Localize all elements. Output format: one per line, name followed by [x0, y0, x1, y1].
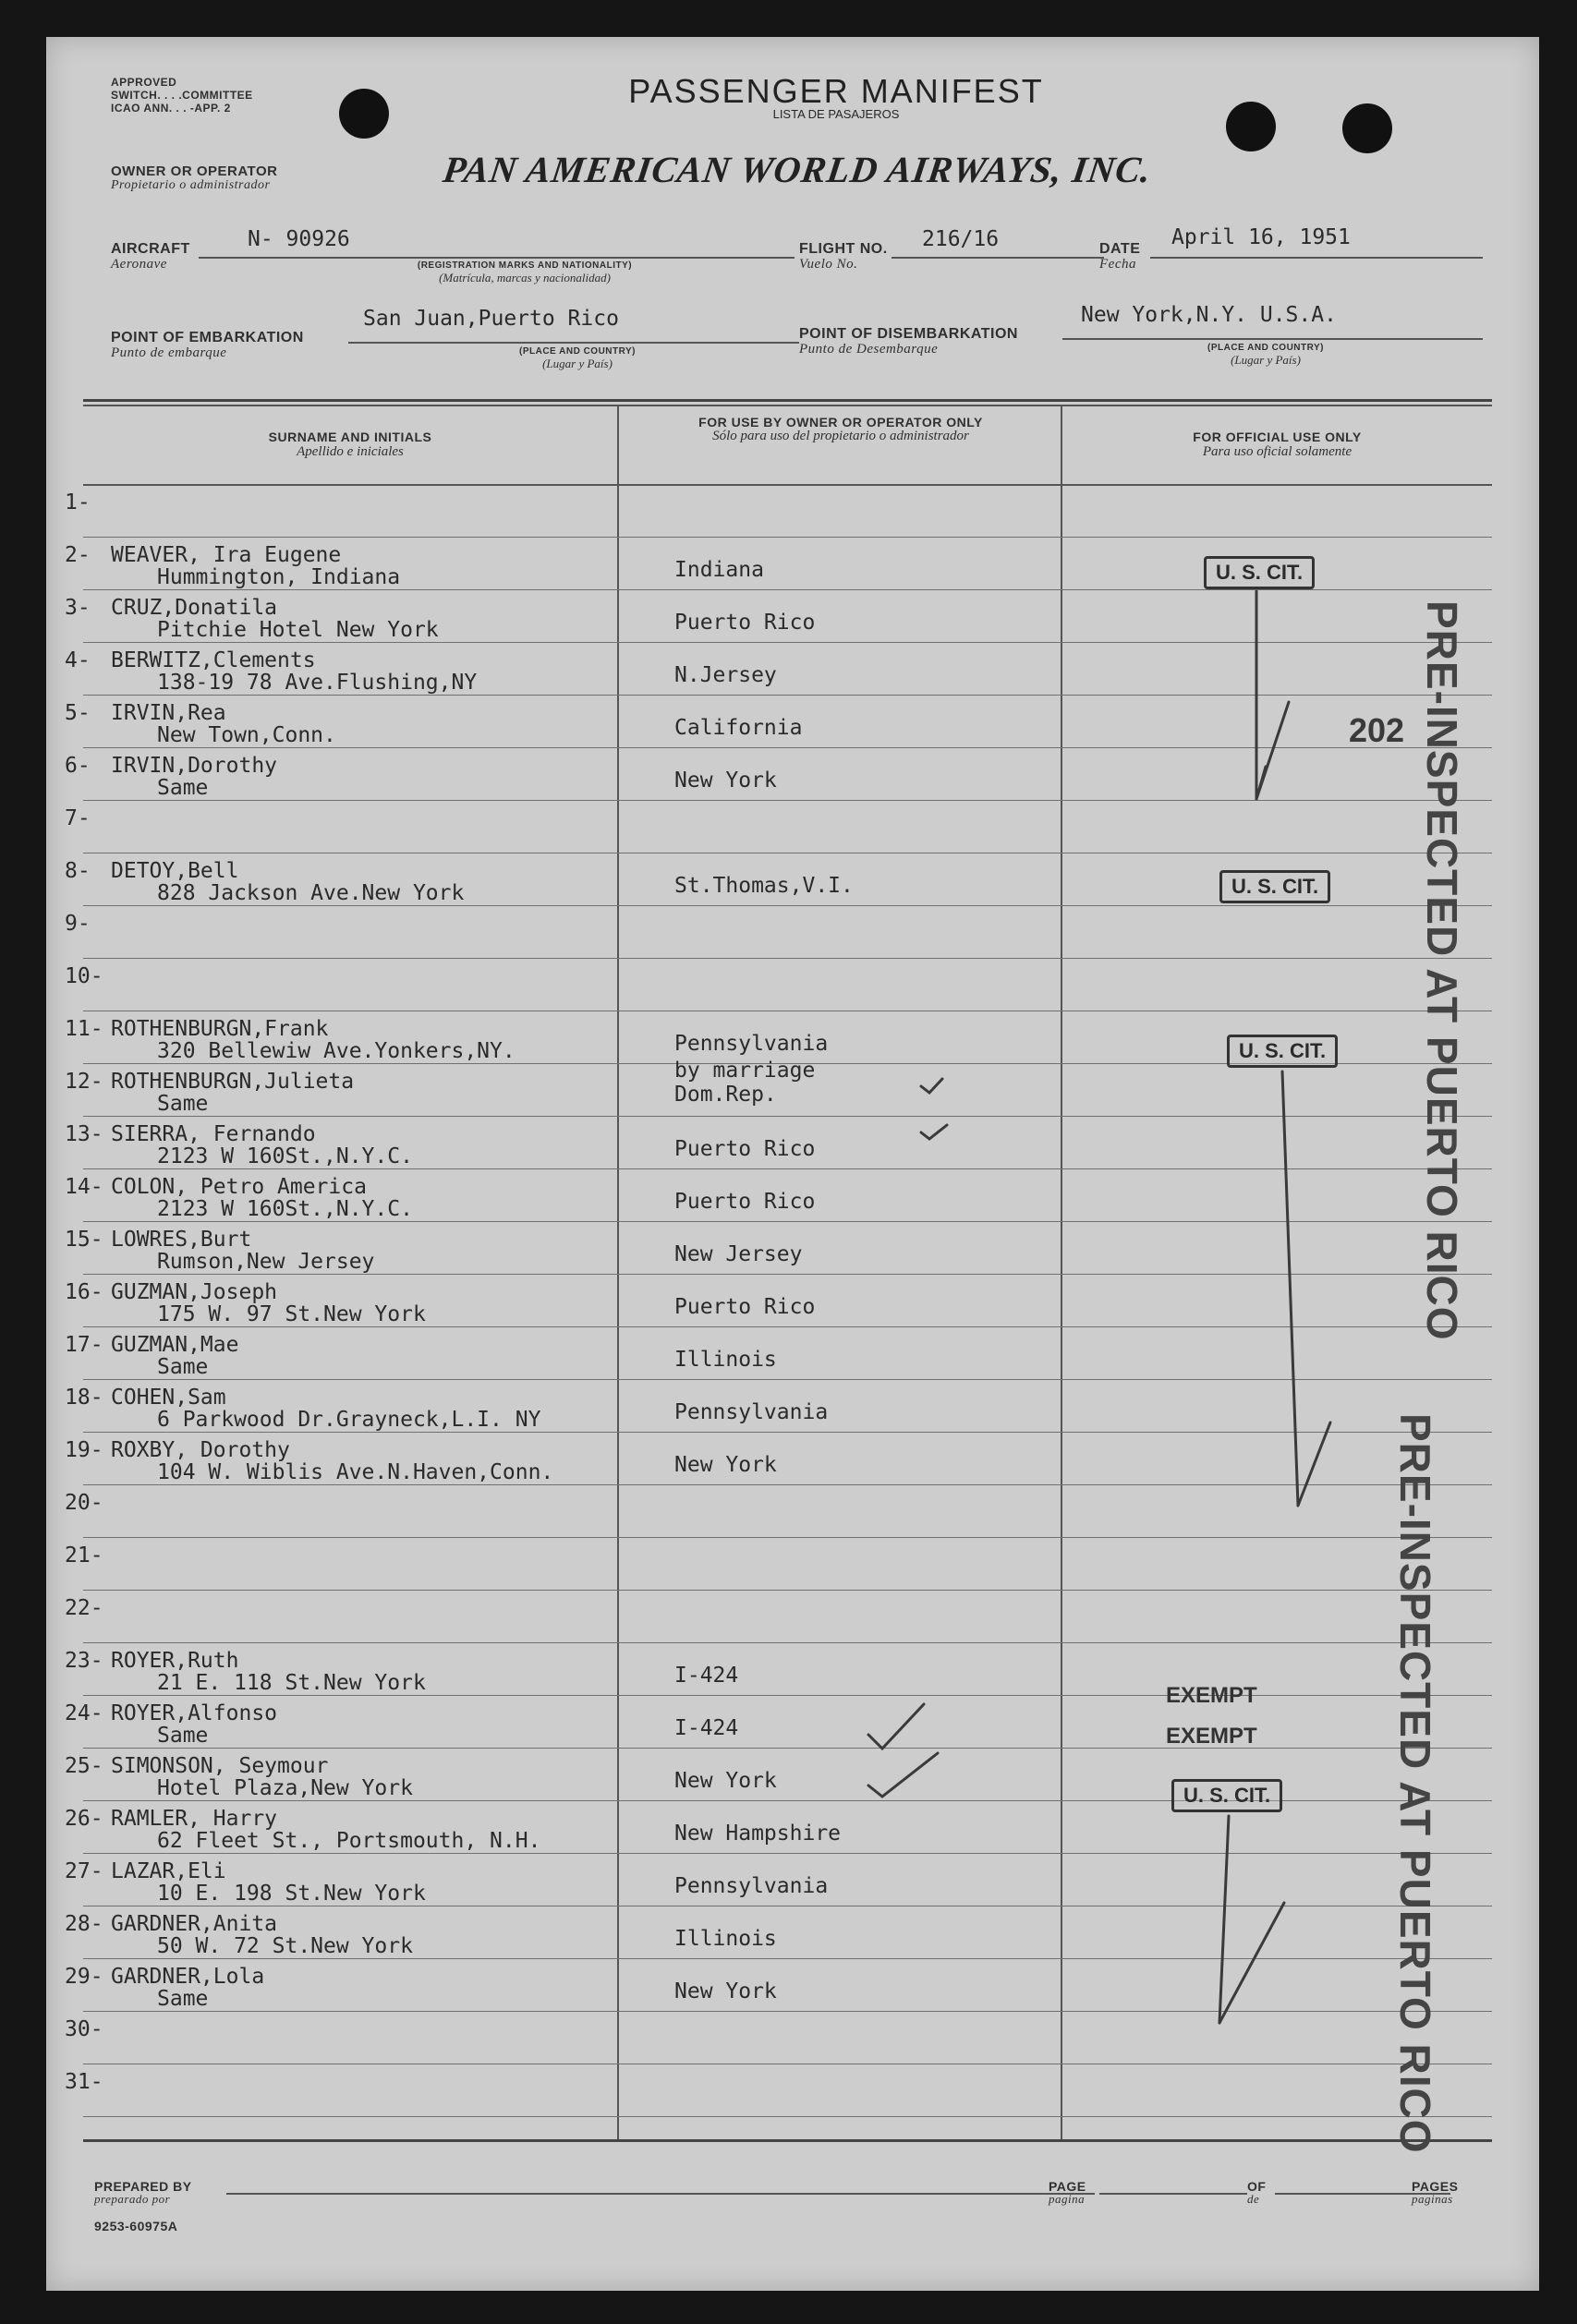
col3-label: FOR OFFICIAL USE ONLY: [1193, 430, 1362, 444]
passenger-name: ROYER,Alfonso: [111, 1701, 278, 1725]
operator-entry: Puerto Rico: [674, 1137, 816, 1161]
operator-entry: Puerto Rico: [674, 1190, 816, 1214]
passenger-address: 21 E. 118 St.New York: [157, 1671, 426, 1695]
passenger-address: 10 E. 198 St.New York: [157, 1882, 426, 1906]
aircraft-label-es: Aeronave: [111, 257, 167, 272]
place-caption-es: (Lugar y País): [542, 357, 613, 370]
operator-entry: New York: [674, 1769, 777, 1793]
passenger-address: 2123 W 160St.,N.Y.C.: [157, 1144, 413, 1168]
prepared-by-block: [94, 2180, 192, 2206]
passenger-name: CRUZ,Donatila: [111, 596, 278, 620]
airline-name: PAN AMERICAN WORLD AIRWAYS, INC.: [440, 149, 1155, 190]
passenger-address: 50 W. 72 St.New York: [157, 1934, 413, 1958]
flight-label-es: Vuelo No.: [799, 257, 858, 272]
operator-entry: by marriage Dom.Rep.: [674, 1059, 816, 1107]
us-cit-stamp: U. S. CIT.: [1219, 870, 1330, 903]
embark-label: POINT OF EMBARKATION: [111, 330, 304, 345]
row-number: 8-: [65, 859, 91, 883]
operator-entry: New Jersey: [674, 1242, 803, 1266]
row-number: 15-: [65, 1228, 103, 1252]
row-number: 5-: [65, 701, 91, 725]
check-mark: [868, 1704, 924, 1749]
page-title: PASSENGER MANIFEST: [628, 72, 1044, 110]
row-number: 26-: [65, 1807, 103, 1831]
embark-value: San Juan,Puerto Rico: [363, 307, 619, 331]
operator-entry: St.Thomas,V.I.: [674, 874, 854, 898]
passenger-name: LAZAR,Eli: [111, 1859, 226, 1883]
us-cit-stamp: U. S. CIT.: [1227, 1035, 1338, 1068]
prepared-by-label-es: preparado por: [94, 2192, 171, 2206]
row-number: 11-: [65, 1017, 103, 1041]
row-number: 17-: [65, 1333, 103, 1357]
row-number: 1-: [65, 490, 91, 514]
passenger-address: 62 Fleet St., Portsmouth, N.H.: [157, 1829, 541, 1853]
operator-entry: Pennsylvania: [674, 1400, 829, 1424]
exempt-mark: EXEMPT: [1166, 1683, 1257, 1708]
of-label-block: [1247, 2180, 1266, 2206]
page-label-es: pagina: [1049, 2192, 1086, 2206]
operator-entry: I-424: [674, 1664, 739, 1688]
row-number: 16-: [65, 1280, 103, 1304]
reg-caption-es: (Matrícula, marcas y nacionalidad): [439, 271, 611, 284]
row-number: 7-: [65, 806, 91, 830]
row-number: 23-: [65, 1649, 103, 1673]
row-number: 24-: [65, 1701, 103, 1725]
row-number: 18-: [65, 1386, 103, 1410]
operator-entry: I-424: [674, 1716, 739, 1740]
row-number: 22-: [65, 1596, 103, 1620]
row-number: 14-: [65, 1175, 103, 1199]
passenger-name: ROTHENBURGN,Julieta: [111, 1070, 355, 1094]
pages-label-block: [1412, 2180, 1458, 2206]
operator-entry: N.Jersey: [674, 663, 777, 687]
row-number: 3-: [65, 596, 91, 620]
row-number: 27-: [65, 1859, 103, 1883]
disembark-label: POINT OF DISEMBARKATION: [799, 326, 1018, 342]
operator-entry: Indiana: [674, 558, 764, 582]
passenger-address: Same: [157, 776, 209, 800]
form-code: 9253-60975A: [94, 2219, 178, 2233]
pen-stroke: [1282, 1071, 1298, 1506]
place-caption: (PLACE AND COUNTRY): [519, 346, 636, 357]
of-label-es: de: [1247, 2192, 1260, 2206]
operator-entry: New York: [674, 769, 777, 793]
passenger-address: 138-19 78 Ave.Flushing,NY: [157, 671, 478, 695]
page-label-block: [1049, 2180, 1086, 2206]
us-cit-stamp: U. S. CIT.: [1171, 1779, 1282, 1812]
passenger-name: GARDNER,Lola: [111, 1965, 265, 1989]
pen-stroke: [1256, 702, 1289, 799]
pen-annotations: [46, 37, 1539, 2291]
operator-entry: Pennsylvania: [674, 1032, 829, 1056]
row-number: 6-: [65, 754, 91, 778]
passenger-address: 104 W. Wiblis Ave.N.Haven,Conn.: [157, 1460, 554, 1484]
embark-label-es: Punto de embarque: [111, 345, 227, 360]
passenger-name: LOWRES,Burt: [111, 1228, 252, 1252]
passenger-address: 2123 W 160St.,N.Y.C.: [157, 1197, 413, 1221]
col3-label-es: Para uso oficial solamente: [1202, 444, 1353, 459]
aircraft-label: AIRCRAFT: [111, 241, 190, 257]
page-line: [1099, 2193, 1247, 2195]
pre-inspected-stamp: PRE-INSPECTED AT PUERTO RICO: [1418, 600, 1466, 1341]
passenger-address: 175 W. 97 St.New York: [157, 1302, 426, 1326]
row-number: 29-: [65, 1965, 103, 1989]
passenger-name: COHEN,Sam: [111, 1386, 226, 1410]
page-title-es: LISTA DE PASAJEROS: [772, 107, 900, 121]
row-number: 12-: [65, 1070, 103, 1094]
passenger-address: 828 Jackson Ave.New York: [157, 881, 465, 905]
row-number: 28-: [65, 1912, 103, 1936]
operator-entry: New York: [674, 1453, 777, 1477]
operator-entry: Puerto Rico: [674, 611, 816, 635]
pen-stroke: [1298, 1422, 1330, 1506]
row-number: 31-: [65, 2070, 103, 2094]
passenger-name: ROYER,Ruth: [111, 1649, 239, 1673]
approved-line: APPROVED: [111, 76, 177, 89]
row-number: 13-: [65, 1122, 103, 1146]
disembark-value: New York,N.Y. U.S.A.: [1081, 303, 1337, 327]
passenger-name: BERWITZ,Clements: [111, 648, 316, 672]
passenger-address: 6 Parkwood Dr.Grayneck,L.I. NY: [157, 1408, 541, 1432]
date-label: DATE: [1099, 241, 1141, 257]
row-number: 21-: [65, 1543, 103, 1567]
passenger-address: Same: [157, 1092, 209, 1116]
flight-value: 216/16: [922, 227, 1000, 251]
place-caption-es: (Lugar y País): [1231, 353, 1301, 367]
passenger-address: Hotel Plaza,New York: [157, 1776, 413, 1800]
owner-label: OWNER OR OPERATOR: [111, 163, 278, 179]
check-mark: [868, 1753, 938, 1797]
exempt-mark: EXEMPT: [1166, 1724, 1257, 1749]
check-mark: [921, 1079, 942, 1093]
col1-label-es: Apellido e iniciales: [297, 444, 404, 459]
approved-line: ICAO ANN. . . -APP. 2: [111, 102, 231, 115]
passenger-name: ROTHENBURGN,Frank: [111, 1017, 329, 1041]
row-number: 25-: [65, 1754, 103, 1778]
passenger-name: GUZMAN,Mae: [111, 1333, 239, 1357]
passenger-name: SIMONSON, Seymour: [111, 1754, 329, 1778]
operator-entry: Puerto Rico: [674, 1295, 816, 1319]
row-number: 19-: [65, 1438, 103, 1462]
passenger-name: IRVIN,Dorothy: [111, 754, 278, 778]
pen-stroke: [1219, 1903, 1284, 2023]
page-label: PAGE: [1049, 2179, 1086, 2194]
passenger-address: 320 Bellewiw Ave.Yonkers,NY.: [157, 1039, 516, 1063]
pen-stroke: [1219, 1816, 1229, 2023]
flight-label: FLIGHT NO.: [799, 241, 888, 257]
passenger-name: DETOY,Bell: [111, 859, 239, 883]
operator-entry: New York: [674, 1979, 777, 2003]
date-label-es: Fecha: [1099, 257, 1136, 272]
passenger-name: SIERRA, Fernando: [111, 1122, 316, 1146]
passenger-address: Same: [157, 1987, 209, 2011]
operator-entry: Pennsylvania: [674, 1874, 829, 1898]
row-number: 2-: [65, 543, 91, 567]
date-value: April 16, 1951: [1171, 225, 1351, 249]
official-number: 202: [1349, 711, 1405, 749]
operator-entry: California: [674, 716, 803, 740]
operator-entry: Illinois: [674, 1927, 777, 1951]
passenger-name: GARDNER,Anita: [111, 1912, 278, 1936]
passenger-address: Same: [157, 1724, 209, 1748]
row-number: 9-: [65, 912, 91, 936]
passenger-address: Rumson,New Jersey: [157, 1250, 375, 1274]
row-number: 20-: [65, 1491, 103, 1515]
operator-entry: Illinois: [674, 1348, 777, 1372]
passenger-name: IRVIN,Rea: [111, 701, 226, 725]
check-mark: [921, 1125, 947, 1139]
us-cit-stamp: U. S. CIT.: [1204, 556, 1315, 589]
passenger-address: Pitchie Hotel New York: [157, 618, 439, 642]
col1-label: SURNAME AND INITIALS: [268, 430, 432, 444]
passenger-address: New Town,Conn.: [157, 723, 336, 747]
reg-caption: (REGISTRATION MARKS AND NATIONALITY): [417, 260, 633, 271]
row-number: 10-: [65, 964, 103, 988]
disembark-label-es: Punto de Desembarque: [799, 342, 939, 357]
passenger-name: RAMLER, Harry: [111, 1807, 278, 1831]
place-caption: (PLACE AND COUNTRY): [1207, 343, 1324, 353]
passenger-name: ROXBY, Dorothy: [111, 1438, 290, 1462]
operator-entry: New Hampshire: [674, 1822, 842, 1846]
pre-inspected-stamp: PRE-INSPECTED AT PUERTO RICO: [1391, 1413, 1439, 2154]
prepared-by-line: [226, 2193, 1095, 2195]
row-number: 30-: [65, 2017, 103, 2041]
passenger-address: Same: [157, 1355, 209, 1379]
pages-label-es: paginas: [1412, 2192, 1453, 2206]
col2-label: FOR USE BY OWNER OR OPERATOR ONLY: [698, 415, 983, 430]
aircraft-value: N- 90926: [248, 227, 350, 251]
passenger-address: Hummington, Indiana: [157, 565, 401, 589]
owner-label-es: Propietario o administrador: [111, 178, 271, 192]
of-label: OF: [1247, 2179, 1267, 2194]
prepared-by-label: PREPARED BY: [94, 2179, 192, 2194]
passenger-name: WEAVER, Ira Eugene: [111, 543, 342, 567]
approved-line: SWITCH. . . .COMMITTEE: [111, 89, 253, 102]
passenger-name: COLON, Petro America: [111, 1175, 367, 1199]
passenger-name: GUZMAN,Joseph: [111, 1280, 278, 1304]
col2-label-es: Sólo para uso del propietario o administrador: [712, 429, 969, 443]
row-number: 4-: [65, 648, 91, 672]
manifest-sheet: [46, 37, 1539, 2291]
pages-label: PAGES: [1412, 2179, 1459, 2194]
